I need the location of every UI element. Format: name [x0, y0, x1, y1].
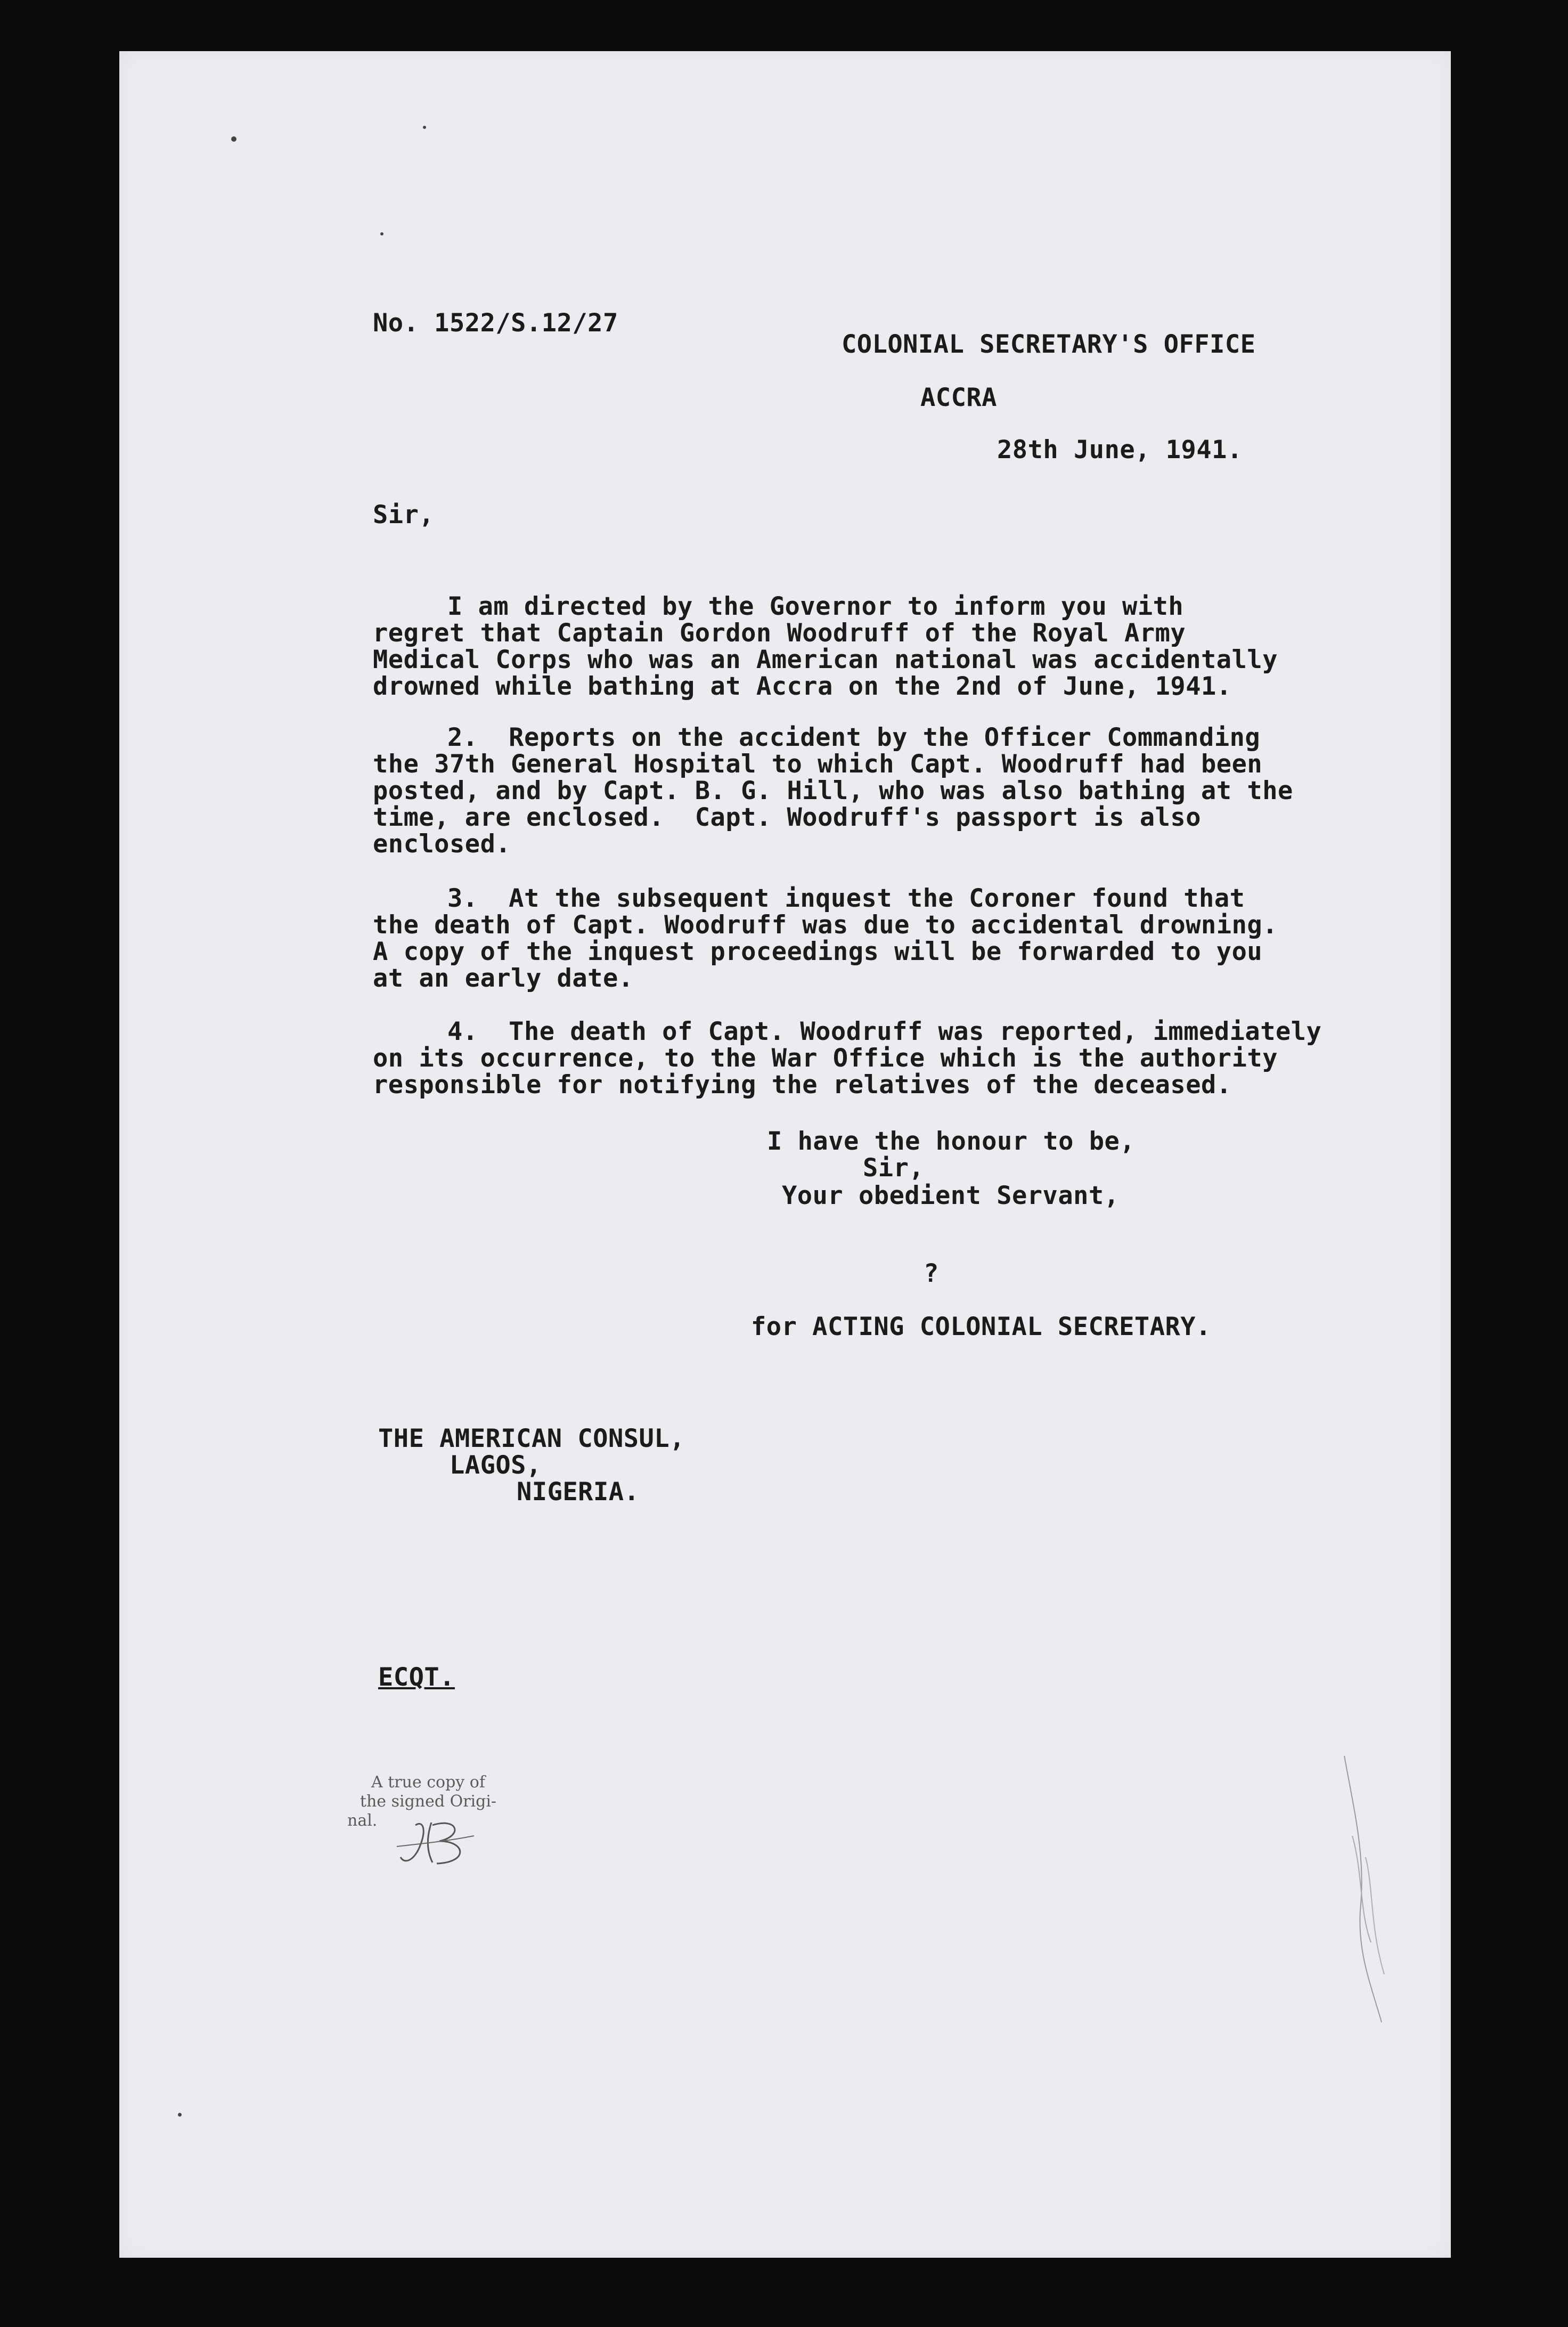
paragraph-1: [373, 593, 1385, 700]
signatory: for ACTING COLONIAL SECRETARY.: [751, 1312, 1211, 1341]
paragraph-line: enclosed.: [373, 829, 511, 859]
paragraph-line: drowned while bathing at Accra on the 2nd of June, 1941.: [373, 672, 1232, 701]
paragraph-line: 3. At the subsequent inquest the Coroner found that: [447, 884, 1245, 913]
closing-line-1: I have the honour to be,: [767, 1127, 1136, 1156]
signature-mark: ?: [924, 1259, 939, 1288]
salutation: Sir,: [373, 500, 435, 530]
stamp-line: nal.: [347, 1811, 378, 1830]
stamp-line: A true copy of: [371, 1773, 485, 1792]
paragraph-line: on its occurrence, to the War Office which is the authority: [373, 1044, 1278, 1073]
paragraph-line: I am directed by the Governor to inform you with: [447, 592, 1184, 621]
stamp-line: the signed Origi-: [360, 1792, 497, 1811]
place-heading: ACCRA: [920, 383, 997, 412]
addressee-line-1: THE AMERICAN CONSUL,: [378, 1424, 685, 1453]
paragraph-line: Medical Corps who was an American national was accidentally: [373, 645, 1278, 674]
copy-note: ECQT.: [378, 1663, 455, 1692]
addressee-line-3: NIGERIA.: [517, 1477, 640, 1507]
closing-line-2: Sir,: [863, 1153, 925, 1183]
paragraph-line: posted, and by Capt. B. G. Hill, who was also bathing at the: [373, 776, 1293, 806]
letter-date: 28th June, 1941.: [997, 435, 1243, 465]
handwritten-initials: [394, 1815, 485, 1878]
paragraph-line: 4. The death of Capt. Woodruff was reported, immediately: [447, 1017, 1322, 1046]
document-page: [119, 51, 1451, 2258]
margin-scribble: [1334, 1751, 1398, 2028]
paragraph-line: time, are enclosed. Capt. Woodruff's passport is also: [373, 803, 1202, 832]
paragraph-line: A copy of the inquest proceedings will be forwarded to you: [373, 937, 1263, 966]
reference-number: No. 1522/S.12/27: [373, 308, 618, 338]
paragraph-line: regret that Captain Gordon Woodruff of the Royal Army: [373, 619, 1186, 648]
paper-speck: [423, 126, 426, 129]
paragraph-line: responsible for notifying the relatives of the deceased.: [373, 1070, 1232, 1100]
paper-speck: [380, 232, 383, 235]
paragraph-line: the death of Capt. Woodruff was due to accidental drowning.: [373, 910, 1278, 940]
paper-speck: [231, 136, 236, 142]
paragraph-3: [373, 885, 1385, 992]
office-heading: COLONIAL SECRETARY'S OFFICE: [842, 330, 1256, 359]
closing-line-3: Your obedient Servant,: [782, 1181, 1120, 1210]
paragraph-4: [373, 1019, 1385, 1099]
paragraph-line: the 37th General Hospital to which Capt. Woodruff had been: [373, 750, 1263, 779]
paragraph-2: [373, 725, 1385, 858]
paper-speck: [178, 2113, 182, 2117]
paragraph-line: at an early date.: [373, 964, 634, 993]
paragraph-line: 2. Reports on the accident by the Officer Commanding: [447, 723, 1261, 752]
addressee-line-2: LAGOS,: [450, 1451, 542, 1480]
